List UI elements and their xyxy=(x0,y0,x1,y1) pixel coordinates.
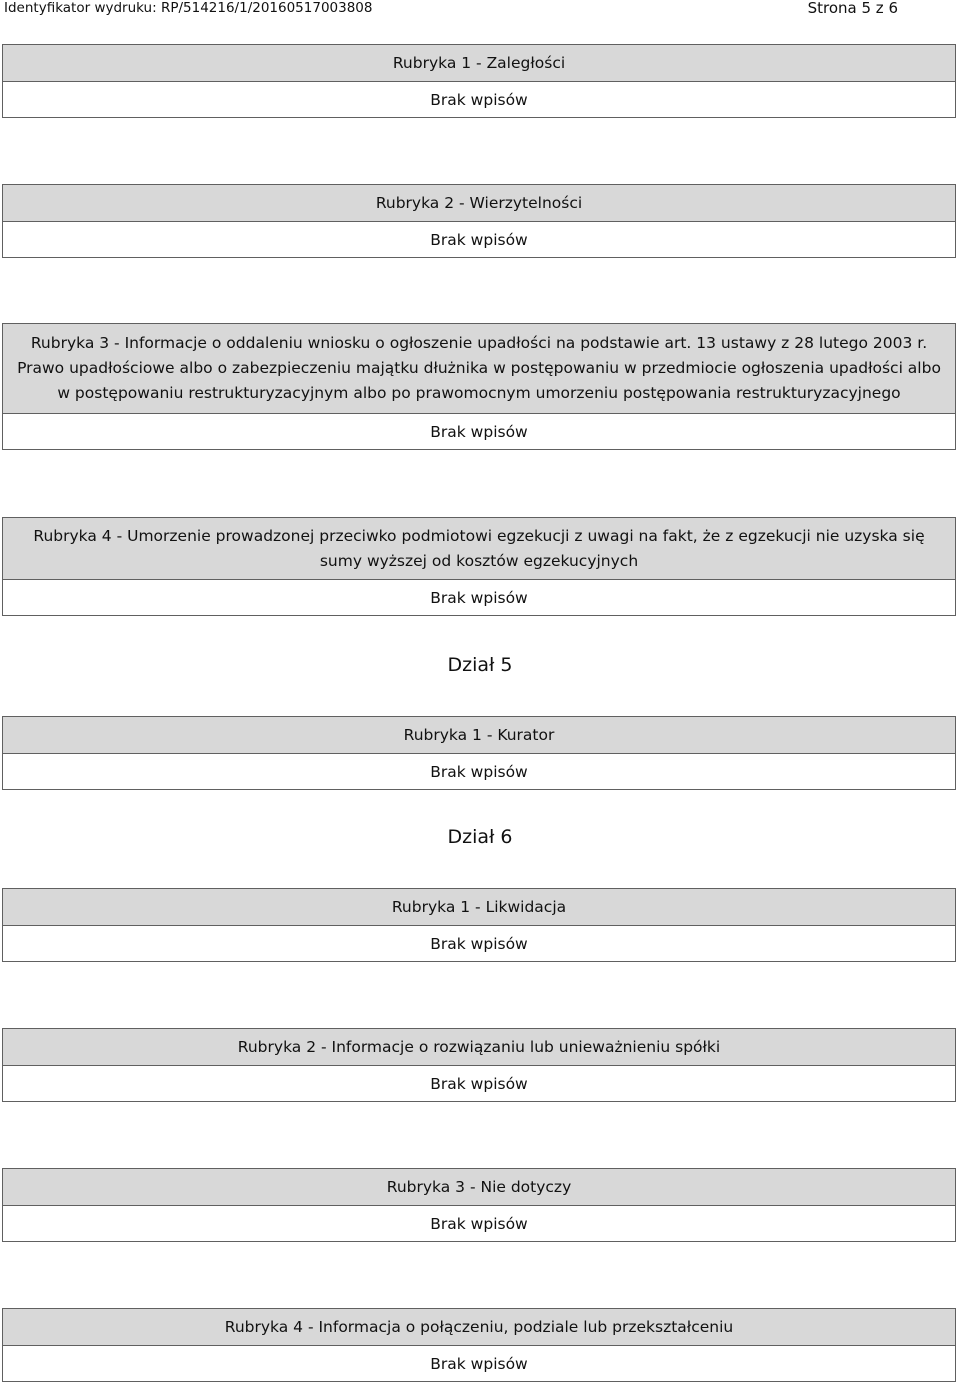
section-title: Rubryka 1 - Kurator xyxy=(403,726,555,744)
section-body-oddalenie-wniosku xyxy=(2,414,956,450)
section-body-wierzytelnosci xyxy=(2,222,956,258)
print-identifier: Identyfikator wydruku: RP/514216/1/20160517003808 xyxy=(4,0,373,16)
section-title: Rubryka 1 - Zaległości xyxy=(392,54,566,72)
section-body-umorzenie-egzekucji xyxy=(2,580,956,616)
section-value: Brak wpisów xyxy=(430,762,528,781)
section-body-zaleglosci xyxy=(2,82,956,118)
section-header-kurator xyxy=(2,716,956,754)
section-header-zaleglosci xyxy=(2,44,956,82)
section-value: Brak wpisów xyxy=(430,90,528,109)
section-value: Brak wpisów xyxy=(430,1354,528,1373)
section-value: Brak wpisów xyxy=(430,1214,528,1233)
section-value: Brak wpisów xyxy=(430,1074,528,1093)
section-header-wierzytelnosci xyxy=(2,184,956,222)
section-value: Brak wpisów xyxy=(430,422,528,441)
section-title: Rubryka 4 - Umorzenie prowadzonej przeciwko podmiotowi egzekucji z uwagi na fakt, że z egzekucji nie uzyska się sumy wyższej od kosztów egzekucyjnych xyxy=(33,526,925,570)
section-header-likwidacja xyxy=(2,888,956,926)
dzial-6-heading: Dział 6 xyxy=(447,826,513,848)
section-title: Rubryka 2 - Informacje o rozwiązaniu lub unieważnieniu spółki xyxy=(237,1038,721,1056)
section-title: Rubryka 1 - Likwidacja xyxy=(391,898,567,916)
section-title: Rubryka 2 - Wierzytelności xyxy=(375,194,583,212)
section-title: Rubryka 4 - Informacja o połączeniu, podziale lub przekształceniu xyxy=(224,1318,734,1336)
section-body-likwidacja xyxy=(2,926,956,962)
section-title: Rubryka 3 - Informacje o oddaleniu wniosku o ogłoszenie upadłości na podstawie art. 13 ustawy z 28 lutego 2003 r. Prawo upadłościowe albo o zabezpieczeniu majątku dłużnika w postępowaniu w przedmiocie ogłoszenia upadłości albo w postępowaniu restrukturyzacyjnym albo po prawomocnym umorzeniu postępowania restrukturyzacyjnego xyxy=(17,334,941,402)
section-body-polaczenie xyxy=(2,1346,956,1382)
section-header-oddalenie-wniosku xyxy=(2,323,956,414)
page-number: Strona 5 z 6 xyxy=(807,0,898,17)
section-header-nie-dotyczy xyxy=(2,1168,956,1206)
section-header-polaczenie xyxy=(2,1308,956,1346)
section-body-rozwiazanie-spolki xyxy=(2,1066,956,1102)
section-body-kurator xyxy=(2,754,956,790)
section-header-rozwiazanie-spolki xyxy=(2,1028,956,1066)
dzial-5-heading: Dział 5 xyxy=(447,654,513,676)
section-value: Brak wpisów xyxy=(430,588,528,607)
section-value: Brak wpisów xyxy=(430,934,528,953)
section-header-umorzenie-egzekucji xyxy=(2,517,956,580)
section-body-nie-dotyczy xyxy=(2,1206,956,1242)
section-value: Brak wpisów xyxy=(430,230,528,249)
section-title: Rubryka 3 - Nie dotyczy xyxy=(386,1178,572,1196)
